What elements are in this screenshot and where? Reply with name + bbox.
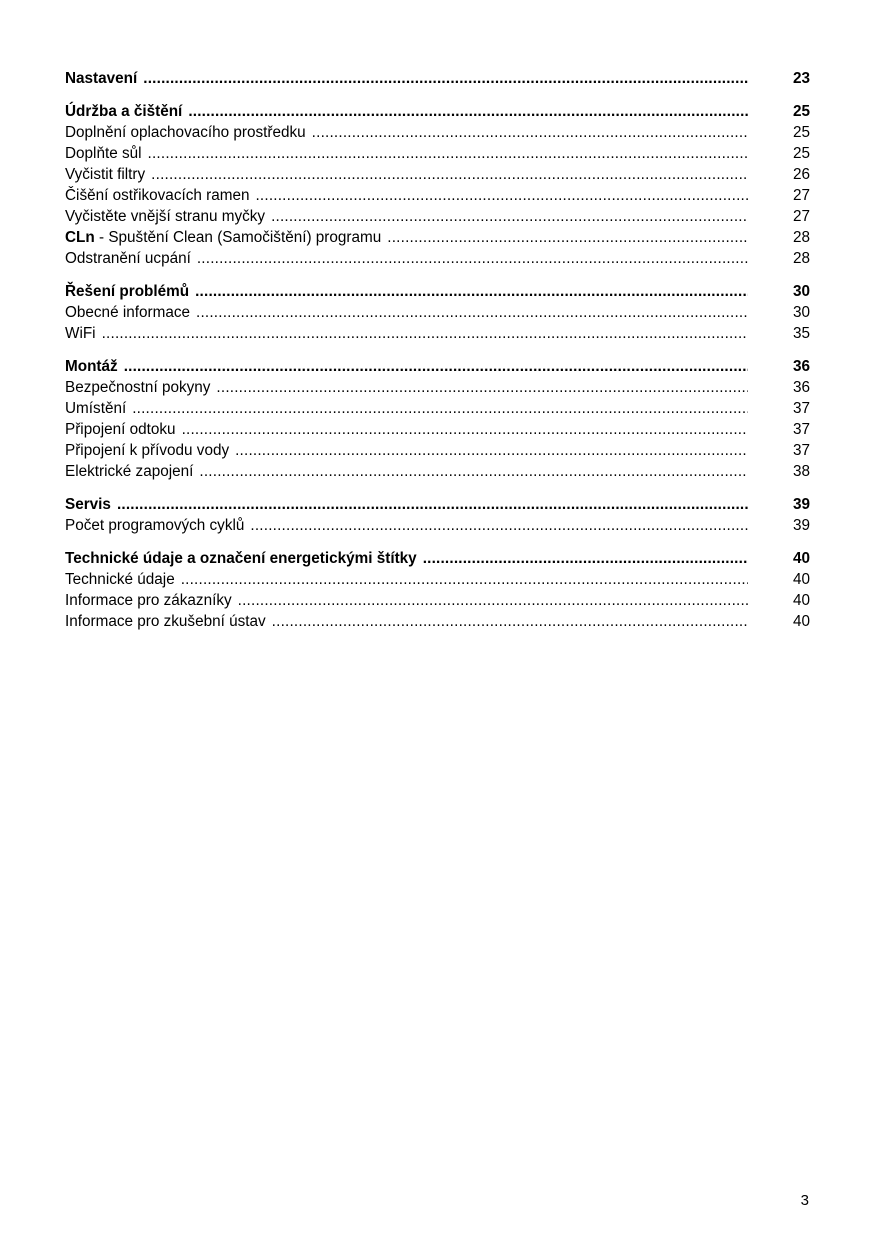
dot-leader: [188, 101, 748, 122]
toc-entry-title: [65, 611, 272, 632]
toc-entry-title: [65, 227, 387, 248]
toc-entry-page: 36: [792, 379, 810, 396]
toc-entry[interactable]: [65, 569, 810, 590]
toc-heading-page: 40: [792, 550, 810, 567]
toc-heading-page: 30: [792, 283, 810, 300]
toc-section: [65, 281, 810, 344]
dot-leader: [199, 461, 748, 482]
toc-heading[interactable]: [65, 68, 810, 89]
dot-leader: [271, 206, 748, 227]
dot-leader: [143, 68, 748, 89]
toc-entry-text: Vyčistit filtry: [65, 166, 146, 183]
toc-heading-page: 36: [792, 358, 810, 375]
toc-entry-title: [65, 143, 148, 164]
toc-entry[interactable]: [65, 419, 810, 440]
toc-heading-title: Nastavení: [65, 70, 138, 87]
toc-entry[interactable]: [65, 590, 810, 611]
dot-leader: [196, 302, 748, 323]
toc-entry[interactable]: [65, 440, 810, 461]
toc-entry-title: [65, 248, 197, 269]
dot-leader: [148, 143, 748, 164]
toc-heading-page: 25: [792, 103, 810, 120]
dot-leader: [132, 398, 748, 419]
toc-entry[interactable]: [65, 227, 810, 248]
toc-entry[interactable]: [65, 185, 810, 206]
dot-leader: [195, 281, 748, 302]
toc-entry-page: 27: [792, 187, 810, 204]
toc-entry[interactable]: [65, 248, 810, 269]
toc-entry-page: 37: [792, 442, 810, 459]
toc-entry[interactable]: [65, 611, 810, 632]
toc-entry-text: Počet programových cyklů: [65, 517, 245, 534]
toc-entry-text: Bezpečnostní pokyny: [65, 379, 211, 396]
toc-entry[interactable]: [65, 143, 810, 164]
toc-entry-page: 28: [792, 229, 810, 246]
dot-leader: [235, 440, 748, 461]
toc-entry-prefix: CLn: [65, 229, 95, 246]
toc-entry-page: 25: [792, 145, 810, 162]
toc-entry[interactable]: [65, 164, 810, 185]
toc-heading[interactable]: [65, 548, 810, 569]
dot-leader: [216, 377, 748, 398]
toc-entry-title: [65, 419, 182, 440]
toc-entry-title: [65, 515, 250, 536]
toc-entry-text: Vyčistěte vnější stranu myčky: [65, 208, 266, 225]
dot-leader: [182, 419, 748, 440]
toc-heading-title: Servis: [65, 496, 111, 513]
toc-entry[interactable]: [65, 377, 810, 398]
dot-leader: [255, 185, 748, 206]
dot-leader: [238, 590, 748, 611]
toc-entry-page: 40: [792, 592, 810, 609]
toc-entry-page: 27: [792, 208, 810, 225]
toc-heading-title: Technické údaje a označení energetickými štítky: [65, 550, 417, 567]
page-number: 3: [800, 1192, 809, 1209]
toc-entry-title: [65, 302, 196, 323]
toc-section: [65, 101, 810, 269]
toc-entry-text: - Spuštění Clean (Samočištění) programu: [94, 229, 382, 246]
toc-entry-text: Připojení odtoku: [65, 421, 176, 438]
toc-entry-title: [65, 569, 181, 590]
toc-entry-title: [65, 377, 216, 398]
toc-entry-text: Technické údaje: [65, 571, 175, 588]
toc-entry-title: [65, 398, 132, 419]
toc-entry-text: Doplnění oplachovacího prostředku: [65, 124, 306, 141]
toc-entry-title: [65, 122, 312, 143]
toc-entry-title: [65, 461, 199, 482]
toc-entry-title: [65, 590, 238, 611]
toc-entry-page: 25: [792, 124, 810, 141]
dot-leader: [250, 515, 748, 536]
toc-entry-page: 40: [792, 613, 810, 630]
toc-entry-title: [65, 164, 151, 185]
toc-entry[interactable]: [65, 461, 810, 482]
toc-heading-title: Řešení problémů: [65, 283, 190, 300]
toc-heading[interactable]: [65, 101, 810, 122]
toc-entry-page: 28: [792, 250, 810, 267]
dot-leader: [312, 122, 748, 143]
toc-entry-page: 35: [792, 325, 810, 342]
toc-section: [65, 494, 810, 536]
toc-entry-title: [65, 323, 102, 344]
toc-entry-text: WiFi: [65, 325, 96, 342]
toc-heading-title: Montáž: [65, 358, 118, 375]
toc-entry-text: Doplňte sůl: [65, 145, 142, 162]
toc-entry-title: [65, 206, 271, 227]
toc-entry-text: Připojení k přívodu vody: [65, 442, 230, 459]
dot-leader: [423, 548, 748, 569]
toc-entry-text: Obecné informace: [65, 304, 190, 321]
toc-heading[interactable]: [65, 356, 810, 377]
toc-section: [65, 356, 810, 482]
toc-entry[interactable]: [65, 398, 810, 419]
table-of-contents: [65, 68, 810, 644]
toc-entry-text: Čišění ostřikovacích ramen: [65, 187, 250, 204]
dot-leader: [181, 569, 748, 590]
dot-leader: [102, 323, 748, 344]
toc-entry-text: Odstranění ucpání: [65, 250, 191, 267]
toc-heading-page: 39: [792, 496, 810, 513]
toc-heading[interactable]: [65, 281, 810, 302]
toc-entry-page: 37: [792, 400, 810, 417]
toc-entry-text: Informace pro zkušební ústav: [65, 613, 266, 630]
toc-entry-page: 40: [792, 571, 810, 588]
toc-entry[interactable]: [65, 515, 810, 536]
toc-entry[interactable]: [65, 323, 810, 344]
toc-entry[interactable]: [65, 206, 810, 227]
toc-heading[interactable]: [65, 494, 810, 515]
toc-heading-title: Údržba a čištění: [65, 103, 183, 120]
toc-section: [65, 68, 810, 89]
toc-entry-title: [65, 440, 235, 461]
toc-entry-page: 39: [792, 517, 810, 534]
dot-leader: [387, 227, 748, 248]
dot-leader: [117, 494, 748, 515]
toc-entry-text: Elektrické zapojení: [65, 463, 194, 480]
dot-leader: [272, 611, 748, 632]
toc-heading-page: 23: [792, 70, 810, 87]
dot-leader: [197, 248, 748, 269]
toc-entry[interactable]: [65, 122, 810, 143]
toc-entry[interactable]: [65, 302, 810, 323]
toc-entry-page: 26: [792, 166, 810, 183]
toc-entry-page: 38: [792, 463, 810, 480]
toc-entry-page: 37: [792, 421, 810, 438]
toc-entry-title: [65, 185, 255, 206]
dot-leader: [151, 164, 748, 185]
dot-leader: [124, 356, 748, 377]
toc-section: [65, 548, 810, 632]
toc-entry-page: 30: [792, 304, 810, 321]
toc-entry-text: Informace pro zákazníky: [65, 592, 232, 609]
toc-entry-text: Umístění: [65, 400, 127, 417]
